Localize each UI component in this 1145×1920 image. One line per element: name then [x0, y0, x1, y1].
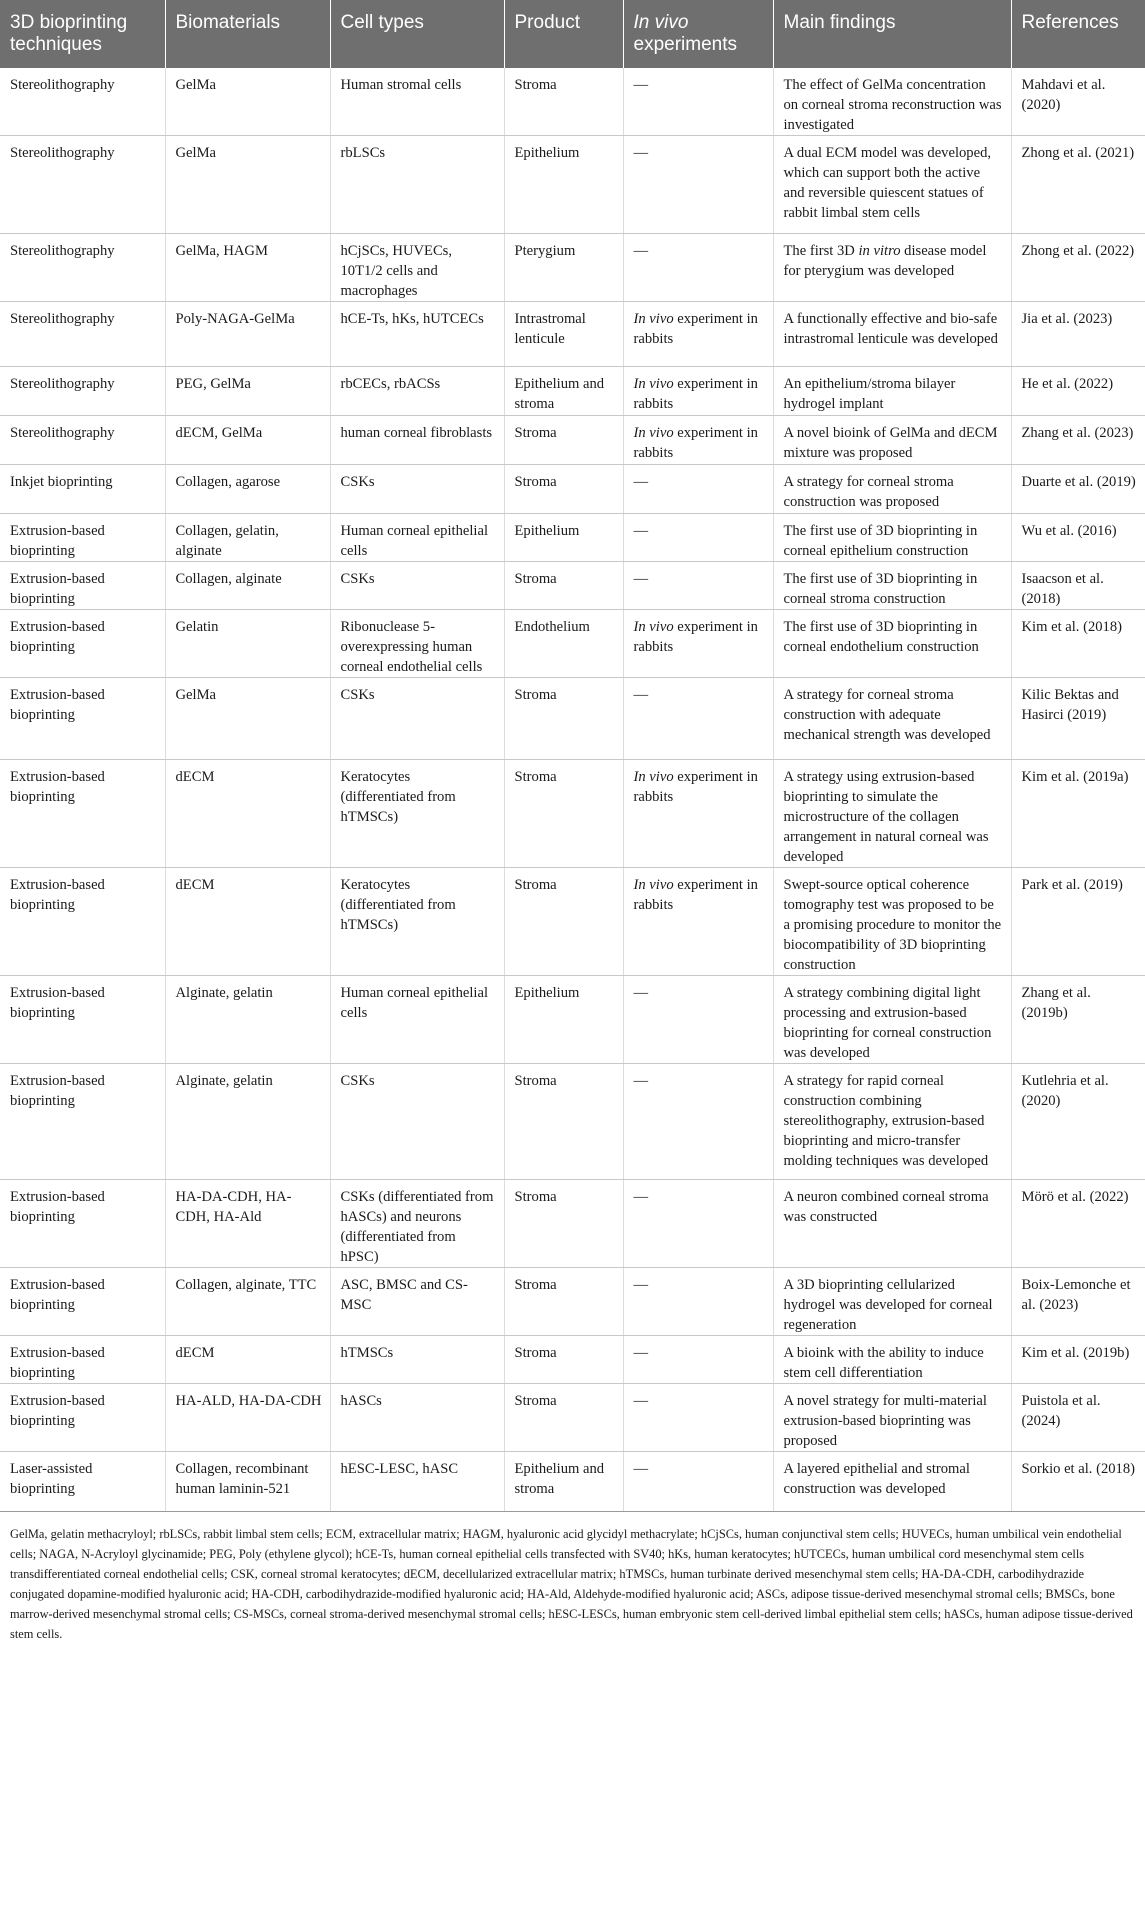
cell-product: Stroma — [504, 1180, 623, 1268]
cell-main-findings: A functionally effective and bio-safe intrastromal lenticule was developed — [773, 302, 1011, 367]
cell-reference: He et al. (2022) — [1011, 367, 1145, 416]
cell-technique: Extrusion-based bioprinting — [0, 760, 165, 868]
cell-biomaterials: dECM — [165, 1336, 330, 1384]
italic-term: In vivo — [633, 769, 674, 785]
cell-in-vivo: — — [623, 234, 773, 302]
table-row — [0, 416, 1145, 465]
cell-biomaterials: Collagen, alginate, TTC — [165, 1268, 330, 1336]
cell-main-findings: A strategy using extrusion-based bioprinting to simulate the microstructure of the collagen arrangement in natural corneal was developed — [773, 760, 1011, 868]
cell-in-vivo: — — [623, 1384, 773, 1452]
cell-main-findings: An epithelium/stroma bilayer hydrogel implant — [773, 367, 1011, 416]
cell-technique: Stereolithography — [0, 367, 165, 416]
cell-reference: Mörö et al. (2022) — [1011, 1180, 1145, 1268]
table-row — [0, 234, 1145, 302]
italic-term: In vivo — [633, 376, 674, 392]
table-row — [0, 760, 1145, 868]
cell-reference: Jia et al. (2023) — [1011, 302, 1145, 367]
cell-technique: Stereolithography — [0, 302, 165, 367]
cell-product: Epithelium — [504, 136, 623, 234]
cell-reference: Zhang et al. (2023) — [1011, 416, 1145, 465]
header-row — [0, 0, 1145, 68]
cell-in-vivo: — — [623, 514, 773, 562]
cell-technique: Extrusion-based bioprinting — [0, 562, 165, 610]
cell-in-vivo: — — [623, 1064, 773, 1180]
cell-reference: Duarte et al. (2019) — [1011, 465, 1145, 514]
cell-in-vivo: — — [623, 678, 773, 760]
cell-reference: Wu et al. (2016) — [1011, 514, 1145, 562]
cell-technique: Extrusion-based bioprinting — [0, 1064, 165, 1180]
table-row — [0, 610, 1145, 678]
cell-product: Stroma — [504, 562, 623, 610]
table-row — [0, 976, 1145, 1064]
cell-cell-types: rbLSCs — [330, 136, 504, 234]
cell-cell-types: Human corneal epithelial cells — [330, 976, 504, 1064]
cell-technique: Stereolithography — [0, 234, 165, 302]
cell-cell-types: CSKs (differentiated from hASCs) and neurons (differentiated from hPSC) — [330, 1180, 504, 1268]
cell-reference: Puistola et al. (2024) — [1011, 1384, 1145, 1452]
cell-product: Stroma — [504, 1336, 623, 1384]
cell-technique: Extrusion-based bioprinting — [0, 610, 165, 678]
cell-technique: Extrusion-based bioprinting — [0, 678, 165, 760]
cell-cell-types: CSKs — [330, 465, 504, 514]
table-footnote: GelMa, gelatin methacryloyl; rbLSCs, rabbit limbal stem cells; ECM, extracellular matrix; HAGM, hyaluronic acid glycidyl methacrylate; hCjSCs, human conjunctival stem cells; HUVECs, human umbilical vein endothelial cells; NAGA, N-Acryloyl glycinamide; PEG, Poly (ethylene glycol); hCE-Ts, human corneal epithelial cells transfected with SV40; hKs, human keratocytes; hUTCECs, human umbilical cord mesenchymal stem cells transdifferentiated corneal endothelial cells; CSK, corneal stromal keratocytes; dECM, decellularized extracellular matrix; hTMSCs, human turbinate derived mesenchymal stem cells; HA-DA-CDH, carbodihydrazide conjugated dopamine-modified hyaluronic acid; HA-CDH, carbodihydrazide-modified hyaluronic acid; HA-Ald, Aldehyde-modified hyaluronic acid; ASCs, adipose tissue-derived mesenchymal stromal cells; BMSCs, bone marrow-derived mesenchymal stromal cells; CS-MSCs, corneal stroma-derived mesenchymal stromal cells; hESC-LESCs, human embryonic stem cell-derived limbal epithelial stem cells; hASCs, human adipose tissue-derived stem cells. — [10, 1527, 1133, 1641]
cell-product: Stroma — [504, 1064, 623, 1180]
cell-reference: Sorkio et al. (2018) — [1011, 1452, 1145, 1512]
cell-main-findings: A strategy for rapid corneal construction combining stereolithography, extrusion-based bioprinting and micro-transfer molding techniques was developed — [773, 1064, 1011, 1180]
cell-cell-types: hTMSCs — [330, 1336, 504, 1384]
cell-reference: Kim et al. (2019a) — [1011, 760, 1145, 868]
cell-product: Intrastromal lenticule — [504, 302, 623, 367]
cell-reference: Zhong et al. (2022) — [1011, 234, 1145, 302]
cell-product: Epithelium — [504, 976, 623, 1064]
cell-in-vivo: — — [623, 562, 773, 610]
cell-main-findings: A novel bioink of GelMa and dECM mixture was proposed — [773, 416, 1011, 465]
table-row — [0, 68, 1145, 136]
table-row — [0, 562, 1145, 610]
cell-cell-types: Human corneal epithelial cells — [330, 514, 504, 562]
cell-main-findings: A dual ECM model was developed, which can support both the active and reversible quiescent statues of rabbit limbal stem cells — [773, 136, 1011, 234]
table-row — [0, 1064, 1145, 1180]
cell-product: Endothelium — [504, 610, 623, 678]
cell-cell-types: CSKs — [330, 1064, 504, 1180]
cell-biomaterials: PEG, GelMa — [165, 367, 330, 416]
cell-biomaterials: HA-ALD, HA-DA-CDH — [165, 1384, 330, 1452]
cell-cell-types: ASC, BMSC and CS-MSC — [330, 1268, 504, 1336]
cell-product: Stroma — [504, 868, 623, 976]
cell-cell-types: Ribonuclease 5-overexpressing human corneal endothelial cells — [330, 610, 504, 678]
cell-cell-types: Keratocytes (differentiated from hTMSCs) — [330, 760, 504, 868]
cell-reference: Kim et al. (2019b) — [1011, 1336, 1145, 1384]
cell-reference: Isaacson et al. (2018) — [1011, 562, 1145, 610]
cell-biomaterials: HA-DA-CDH, HA-CDH, HA-Ald — [165, 1180, 330, 1268]
header-references: References — [1011, 0, 1145, 68]
header-cell-types: Cell types — [330, 0, 504, 68]
cell-product: Stroma — [504, 678, 623, 760]
cell-in-vivo: — — [623, 465, 773, 514]
table-row — [0, 136, 1145, 234]
table-row — [0, 514, 1145, 562]
cell-cell-types: CSKs — [330, 562, 504, 610]
cell-biomaterials: dECM — [165, 760, 330, 868]
cell-biomaterials: Poly-NAGA-GelMa — [165, 302, 330, 367]
cell-cell-types: rbCECs, rbACSs — [330, 367, 504, 416]
cell-in-vivo: — — [623, 1452, 773, 1512]
cell-technique: Extrusion-based bioprinting — [0, 1336, 165, 1384]
cell-in-vivo: In vivo experiment in rabbits — [623, 610, 773, 678]
cell-product: Epithelium and stroma — [504, 367, 623, 416]
table-row — [0, 1180, 1145, 1268]
header-biomaterials: Biomaterials — [165, 0, 330, 68]
italic-term: In vivo — [633, 425, 674, 441]
cell-main-findings: The first use of 3D bioprinting in corneal endothelium construction — [773, 610, 1011, 678]
header-in-vivo-rest: experiments — [633, 34, 737, 55]
cell-main-findings: The first use of 3D bioprinting in corneal epithelium construction — [773, 514, 1011, 562]
cell-cell-types: CSKs — [330, 678, 504, 760]
cell-reference: Zhong et al. (2021) — [1011, 136, 1145, 234]
cell-product: Stroma — [504, 1268, 623, 1336]
cell-in-vivo: — — [623, 976, 773, 1064]
table-row — [0, 302, 1145, 367]
cell-cell-types: Keratocytes (differentiated from hTMSCs) — [330, 868, 504, 976]
cell-cell-types: human corneal fibroblasts — [330, 416, 504, 465]
cell-main-findings: A layered epithelial and stromal construction was developed — [773, 1452, 1011, 1512]
cell-reference: Park et al. (2019) — [1011, 868, 1145, 976]
cell-in-vivo: In vivo experiment in rabbits — [623, 868, 773, 976]
italic-term: in vitro — [858, 243, 901, 259]
cell-in-vivo: — — [623, 136, 773, 234]
cell-main-findings: The first use of 3D bioprinting in corneal stroma construction — [773, 562, 1011, 610]
cell-main-findings: A strategy for corneal stroma construction with adequate mechanical strength was developed — [773, 678, 1011, 760]
cell-in-vivo: — — [623, 68, 773, 136]
cell-in-vivo: In vivo experiment in rabbits — [623, 367, 773, 416]
cell-product: Stroma — [504, 68, 623, 136]
table-header — [0, 0, 1145, 68]
cell-biomaterials: Collagen, alginate — [165, 562, 330, 610]
cell-biomaterials: GelMa — [165, 68, 330, 136]
italic-term: In vivo — [633, 619, 674, 635]
cell-main-findings: A strategy combining digital light processing and extrusion-based bioprinting for corneal construction was developed — [773, 976, 1011, 1064]
cell-reference: Boix-Lemonche et al. (2023) — [1011, 1268, 1145, 1336]
cell-reference: Kilic Bektas and Hasirci (2019) — [1011, 678, 1145, 760]
cell-in-vivo: — — [623, 1336, 773, 1384]
cell-technique: Extrusion-based bioprinting — [0, 1384, 165, 1452]
header-in-vivo-italic: In vivo — [633, 12, 689, 33]
cell-biomaterials: Collagen, recombinant human laminin-521 — [165, 1452, 330, 1512]
cell-biomaterials: Alginate, gelatin — [165, 1064, 330, 1180]
header-product: Product — [504, 0, 623, 68]
cell-product: Stroma — [504, 416, 623, 465]
cell-biomaterials: Gelatin — [165, 610, 330, 678]
cell-technique: Laser-assisted bioprinting — [0, 1452, 165, 1512]
table-row — [0, 367, 1145, 416]
cell-technique: Stereolithography — [0, 136, 165, 234]
cell-reference: Kim et al. (2018) — [1011, 610, 1145, 678]
cell-main-findings: A 3D bioprinting cellularized hydrogel was developed for corneal regeneration — [773, 1268, 1011, 1336]
cell-technique: Extrusion-based bioprinting — [0, 1180, 165, 1268]
cell-biomaterials: dECM — [165, 868, 330, 976]
table-row — [0, 1268, 1145, 1336]
cell-biomaterials: Alginate, gelatin — [165, 976, 330, 1064]
cell-in-vivo: — — [623, 1268, 773, 1336]
table-row — [0, 1336, 1145, 1384]
cell-cell-types: hCE-Ts, hKs, hUTCECs — [330, 302, 504, 367]
cell-biomaterials: GelMa — [165, 678, 330, 760]
cell-cell-types: hASCs — [330, 1384, 504, 1452]
cell-technique: Extrusion-based bioprinting — [0, 868, 165, 976]
table-body — [0, 68, 1145, 1512]
cell-product: Epithelium and stroma — [504, 1452, 623, 1512]
cell-cell-types: hCjSCs, HUVECs, 10T1/2 cells and macrophages — [330, 234, 504, 302]
cell-reference: Kutlehria et al. (2020) — [1011, 1064, 1145, 1180]
cell-technique: Extrusion-based bioprinting — [0, 976, 165, 1064]
cell-in-vivo: In vivo experiment in rabbits — [623, 416, 773, 465]
cell-main-findings: The effect of GelMa concentration on corneal stroma reconstruction was investigated — [773, 68, 1011, 136]
cell-biomaterials: GelMa — [165, 136, 330, 234]
cell-biomaterials: dECM, GelMa — [165, 416, 330, 465]
cell-main-findings: The first 3D in vitro disease model for pterygium was developed — [773, 234, 1011, 302]
cell-main-findings: A bioink with the ability to induce stem cell differentiation — [773, 1336, 1011, 1384]
cell-product: Stroma — [504, 760, 623, 868]
cell-biomaterials: Collagen, agarose — [165, 465, 330, 514]
cell-in-vivo: In vivo experiment in rabbits — [623, 302, 773, 367]
cell-product: Pterygium — [504, 234, 623, 302]
cell-in-vivo: — — [623, 1180, 773, 1268]
header-technique: 3D bioprinting techniques — [0, 0, 165, 68]
cell-main-findings: A novel strategy for multi-material extrusion-based bioprinting was proposed — [773, 1384, 1011, 1452]
cell-biomaterials: GelMa, HAGM — [165, 234, 330, 302]
cell-product: Stroma — [504, 1384, 623, 1452]
table-row — [0, 1384, 1145, 1452]
cell-cell-types: Human stromal cells — [330, 68, 504, 136]
cell-cell-types: hESC-LESC, hASC — [330, 1452, 504, 1512]
table-row — [0, 868, 1145, 976]
cell-main-findings: A strategy for corneal stroma construction was proposed — [773, 465, 1011, 514]
italic-term: In vivo — [633, 877, 674, 893]
table-row — [0, 465, 1145, 514]
cell-reference: Zhang et al. (2019b) — [1011, 976, 1145, 1064]
table-row — [0, 1452, 1145, 1512]
cell-product: Stroma — [504, 465, 623, 514]
cell-main-findings: A neuron combined corneal stroma was constructed — [773, 1180, 1011, 1268]
header-in-vivo — [623, 0, 773, 68]
cell-technique: Stereolithography — [0, 68, 165, 136]
cell-technique: Extrusion-based bioprinting — [0, 514, 165, 562]
cell-technique: Inkjet bioprinting — [0, 465, 165, 514]
cell-reference: Mahdavi et al. (2020) — [1011, 68, 1145, 136]
cell-biomaterials: Collagen, gelatin, alginate — [165, 514, 330, 562]
cell-technique: Extrusion-based bioprinting — [0, 1268, 165, 1336]
cell-technique: Stereolithography — [0, 416, 165, 465]
cell-in-vivo: In vivo experiment in rabbits — [623, 760, 773, 868]
header-main-findings: Main findings — [773, 0, 1011, 68]
cell-product: Epithelium — [504, 514, 623, 562]
italic-term: In vivo — [633, 311, 674, 327]
cell-main-findings: Swept-source optical coherence tomography test was proposed to be a promising procedure to monitor the biocompatibility of 3D bioprinting construction — [773, 868, 1011, 976]
table-row — [0, 678, 1145, 760]
